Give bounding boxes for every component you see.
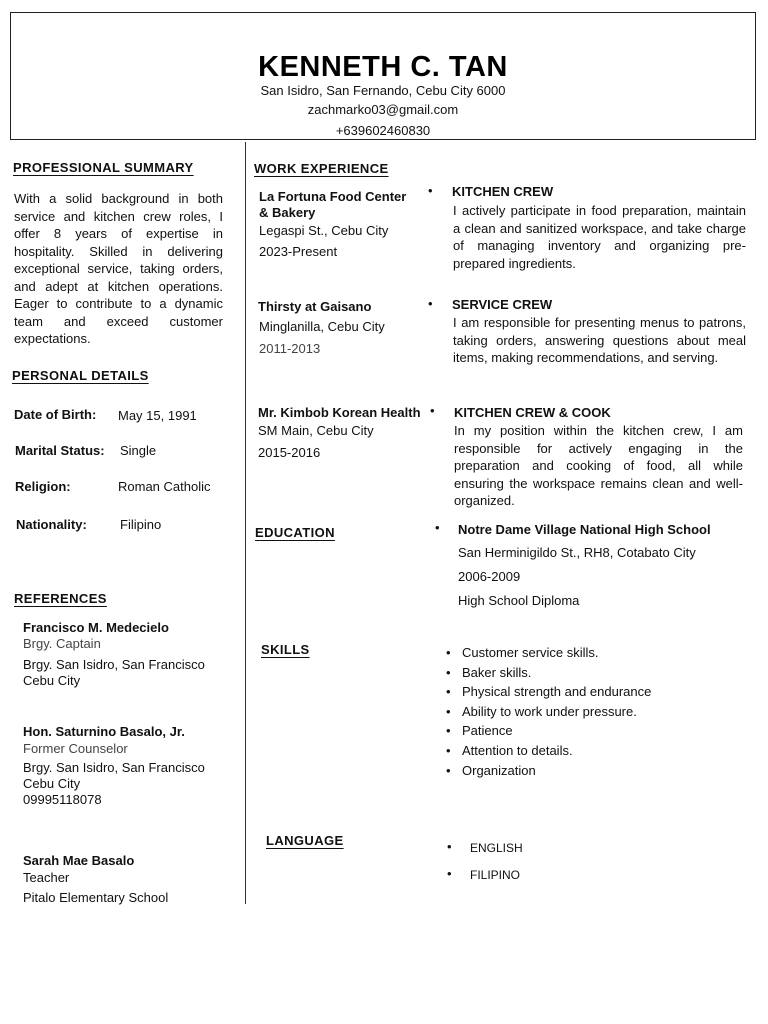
job-3-description: In my position within the kitchen crew, I am responsible for actively engaging in the preparation and cooking of food, all while ensuring the workspace remains clean and well-organized. bbox=[454, 423, 743, 508]
reference-1-name: Francisco M. Medecielo bbox=[23, 620, 169, 635]
education-school: Notre Dame Village National High School bbox=[458, 522, 711, 537]
reference-3-role: Teacher bbox=[23, 870, 70, 885]
professional-summary-text: With a solid background in both service and kitchen crew roles, I offer 8 years of expertise in hospitality. Skilled in delivering exceptional service, taking orders, and adept at kitchen operations. Eager to contribute to a dynamic team and exceed customer expectations. bbox=[14, 191, 223, 346]
job-3-company: Mr. Kimbob Korean Health bbox=[258, 405, 421, 420]
skill-item: • Customer service skills. bbox=[462, 643, 651, 663]
reference-3-name: Sarah Mae Basalo bbox=[23, 853, 135, 868]
job-2-bullet: • bbox=[428, 296, 433, 311]
education-years: 2006-2009 bbox=[458, 569, 521, 584]
language-2-bullet: • bbox=[447, 866, 452, 881]
job-2-years: 2011-2013 bbox=[259, 341, 321, 356]
skills-list bbox=[462, 643, 651, 780]
nationality-label: Nationality: bbox=[16, 517, 87, 532]
skill-item: • Physical strength and endurance bbox=[462, 682, 651, 702]
religion-label: Religion: bbox=[15, 479, 71, 494]
dob-value: May 15, 1991 bbox=[118, 408, 197, 423]
header-box bbox=[10, 12, 756, 140]
references-heading: REFERENCES bbox=[14, 591, 107, 606]
job-2-location: Minglanilla, Cebu City bbox=[259, 319, 385, 334]
skill-item: • Baker skills. bbox=[462, 663, 651, 683]
job-3-years: 2015-2016 bbox=[258, 445, 321, 460]
job-1-bullet: • bbox=[428, 183, 433, 198]
applicant-name: KENNETH C. TAN bbox=[258, 51, 508, 83]
skill-item: • Ability to work under pressure. bbox=[462, 702, 651, 722]
personal-details-heading: PERSONAL DETAILS bbox=[12, 368, 149, 383]
education-heading: EDUCATION bbox=[255, 525, 335, 540]
job-3-location: SM Main, Cebu City bbox=[258, 423, 374, 438]
language-2: FILIPINO bbox=[470, 868, 521, 882]
skills-heading: SKILLS bbox=[261, 642, 310, 657]
marital-status-value: Single bbox=[120, 443, 157, 458]
reference-2-city: Cebu City bbox=[23, 776, 81, 791]
reference-1-city: Cebu City bbox=[23, 673, 81, 688]
skill-item: • Attention to details. bbox=[462, 741, 651, 761]
phone: +639602460830 bbox=[335, 123, 431, 138]
job-2-company: Thirsty at Gaisano bbox=[258, 299, 372, 314]
job-1-years: 2023-Present bbox=[259, 244, 338, 259]
language-1: ENGLISH bbox=[470, 841, 523, 855]
reference-2-address: Brgy. San Isidro, San Francisco bbox=[23, 760, 205, 775]
address: San Isidro, San Fernando, Cebu City 6000 bbox=[260, 83, 506, 98]
job-1-position: KITCHEN CREW bbox=[452, 184, 554, 199]
language-1-bullet: • bbox=[447, 839, 452, 854]
column-divider bbox=[245, 142, 246, 904]
language-heading: LANGUAGE bbox=[266, 833, 344, 848]
reference-1-address: Brgy. San Isidro, San Francisco bbox=[23, 657, 205, 672]
reference-1-role: Brgy. Captain bbox=[23, 636, 101, 651]
religion-value: Roman Catholic bbox=[118, 479, 211, 494]
job-1-location: Legaspi St., Cebu City bbox=[259, 223, 389, 238]
nationality-value: Filipino bbox=[120, 517, 162, 532]
job-1-description: I actively participate in food preparation, maintain a clean and sanitized workspace, and take charge of managing inventory and organizing pre-prepared ingredients. bbox=[453, 203, 746, 271]
skill-item: • Organization bbox=[462, 761, 651, 781]
email: zachmarko03@gmail.com bbox=[307, 102, 459, 117]
job-2-position: SERVICE CREW bbox=[452, 297, 553, 312]
education-bullet: • bbox=[435, 520, 440, 535]
job-1-company-line2: & Bakery bbox=[259, 205, 316, 220]
reference-2-name: Hon. Saturnino Basalo, Jr. bbox=[23, 724, 185, 739]
reference-3-workplace: Pitalo Elementary School bbox=[23, 890, 169, 905]
marital-status-label: Marital Status: bbox=[15, 443, 105, 458]
job-2-description: I am responsible for presenting menus to patrons, taking orders, answering questions about meal items, making recommendations, and serving. bbox=[453, 315, 746, 365]
education-address: San Herminigildo St., RH8, Cotabato City bbox=[458, 545, 696, 560]
reference-2-role: Former Counselor bbox=[23, 741, 128, 756]
job-1-company: La Fortuna Food Center bbox=[259, 189, 407, 204]
education-degree: High School Diploma bbox=[458, 593, 580, 608]
job-3-bullet: • bbox=[430, 403, 435, 418]
work-experience-heading: WORK EXPERIENCE bbox=[254, 161, 389, 176]
professional-summary-heading: PROFESSIONAL SUMMARY bbox=[13, 160, 194, 175]
job-3-position: KITCHEN CREW & COOK bbox=[454, 405, 611, 420]
skill-item: • Patience bbox=[462, 721, 651, 741]
dob-label: Date of Birth: bbox=[14, 407, 97, 422]
reference-2-phone: 09995118078 bbox=[23, 792, 102, 807]
